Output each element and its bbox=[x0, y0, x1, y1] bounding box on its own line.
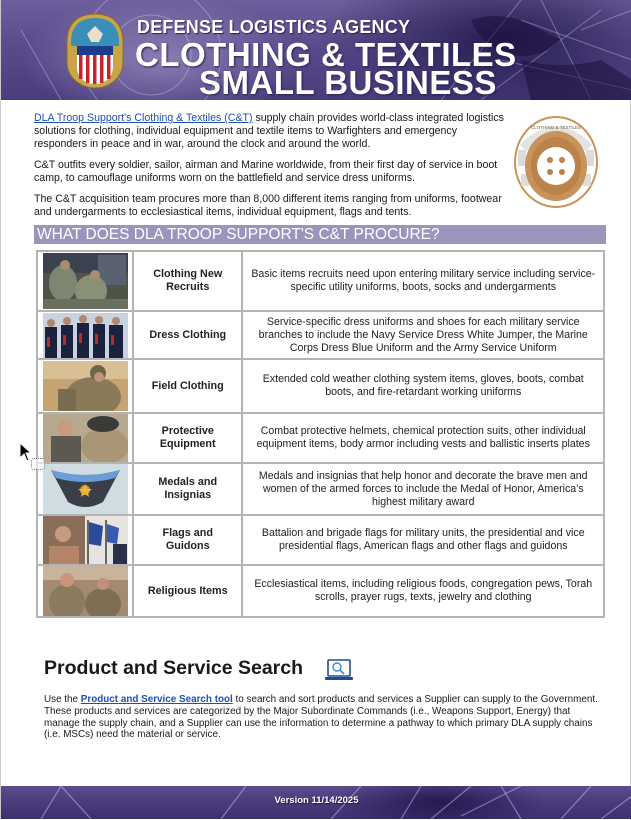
search-section-body: Use the Product and Service Search tool to search and sort products and services a Supplier can supply to the Government. These products and services are categorized by the Major Subordinate Commands (i.e., Weapons Support, Energy) that manage the supply chain, and a Supplier can use the information to determine a pathway to which primary DLA supply chains (i.e. MSCs) need the material or service. bbox=[44, 694, 598, 741]
category-cell: Clothing New Recruits bbox=[133, 251, 242, 311]
intro-paragraph-3: The C&T acquisition team procures more than 8,000 different items ranging from uniforms, footwear and undergarments to ecclesiastical items, individual equipment, flags and tents. bbox=[34, 193, 502, 218]
description-cell: Service-specific dress uniforms and shoes for each military service branches to include the Navy Service Dress White Jumper, the Marine Corps Dress Blue Uniform and the Army Service Uniform bbox=[242, 311, 604, 359]
medal-of-honor-photo bbox=[43, 464, 128, 514]
dla-seal-icon bbox=[65, 12, 125, 90]
dress-uniforms-photo bbox=[43, 313, 128, 358]
religious-items-photo bbox=[43, 566, 128, 616]
field-soldier-photo bbox=[43, 361, 128, 411]
description-cell: Battalion and brigade flags for military units, the presidential and vice presidential flags, American flags and other flags and guidons bbox=[242, 515, 604, 565]
table-row bbox=[37, 311, 604, 359]
intro-paragraph-1: DLA Troop Support's Clothing & Textiles (C&T) supply chain provides world-class integrated logistics solutions for clothing, individual equipment and textile items to Warfighters and emergency responders in peace and in war, around the clock and around the world. bbox=[34, 112, 504, 150]
footer-banner bbox=[1, 786, 631, 819]
category-cell: Medals and Insignias bbox=[133, 463, 242, 515]
banner-title-line2: SMALL BUSINESS bbox=[199, 64, 497, 100]
search-section-title: Product and Service Search bbox=[44, 657, 304, 679]
description-cell: Extended cold weather clothing system items, gloves, boots, combat boots, and fire-retardant working uniforms bbox=[242, 359, 604, 413]
table-row bbox=[37, 359, 604, 413]
flags-photo bbox=[43, 516, 128, 564]
recruits-photo bbox=[43, 253, 128, 309]
drag-indicator-icon bbox=[31, 458, 45, 470]
laptop-search-icon bbox=[325, 659, 353, 681]
agency-name: DEFENSE LOGISTICS AGENCY bbox=[137, 17, 411, 37]
category-cell: Field Clothing bbox=[133, 359, 242, 413]
product-service-search-link[interactable]: Product and Service Search tool bbox=[80, 694, 233, 705]
clothing-textiles-link[interactable]: DLA Troop Support's Clothing & Textiles (C&T) bbox=[34, 112, 253, 124]
table-row bbox=[37, 565, 604, 617]
table-row bbox=[37, 413, 604, 463]
procure-heading: WHAT DOES DLA TROOP SUPPORT'S C&T PROCURE? bbox=[34, 225, 606, 244]
table-row bbox=[37, 463, 604, 515]
header-banner bbox=[1, 0, 631, 100]
description-cell: Medals and insignias that help honor and decorate the brave men and women of the armed forces to include the Medal of Honor, America's highest military award bbox=[242, 463, 604, 515]
category-cell: Protective Equipment bbox=[133, 413, 242, 463]
intro-section bbox=[34, 112, 504, 227]
svg-text:CLOTHING & TEXTILES: CLOTHING & TEXTILES bbox=[531, 125, 581, 130]
table-row bbox=[37, 515, 604, 565]
button-badge-icon bbox=[513, 112, 599, 208]
version-label: Version 11/14/2025 bbox=[274, 795, 359, 806]
procure-table bbox=[36, 250, 605, 618]
banner-title-line1: CLOTHING & TEXTILES bbox=[135, 36, 517, 73]
category-cell: Flags and Guidons bbox=[133, 515, 242, 565]
description-cell: Combat protective helmets, chemical protection suits, other individual equipment items, body armor including vests and ballistic inserts plates bbox=[242, 413, 604, 463]
intro-paragraph-2: C&T outfits every soldier, sailor, airman and Marine worldwide, from their first day of service in boot camp, to camouflage uniforms worn on the battlefield and service dress uniforms. bbox=[34, 159, 498, 184]
description-cell: Basic items recruits need upon entering military service including service-specific utility uniforms, boots, socks and undergarments bbox=[242, 251, 604, 311]
category-cell: Dress Clothing bbox=[133, 311, 242, 359]
description-cell: Ecclesiastical items, including religious foods, congregation pews, Torah scrolls, prayer rugs, texts, jewelry and clothing bbox=[242, 565, 604, 617]
category-cell: Religious Items bbox=[133, 565, 242, 617]
table-row bbox=[37, 251, 604, 311]
helmet-soldier-photo bbox=[43, 414, 128, 462]
